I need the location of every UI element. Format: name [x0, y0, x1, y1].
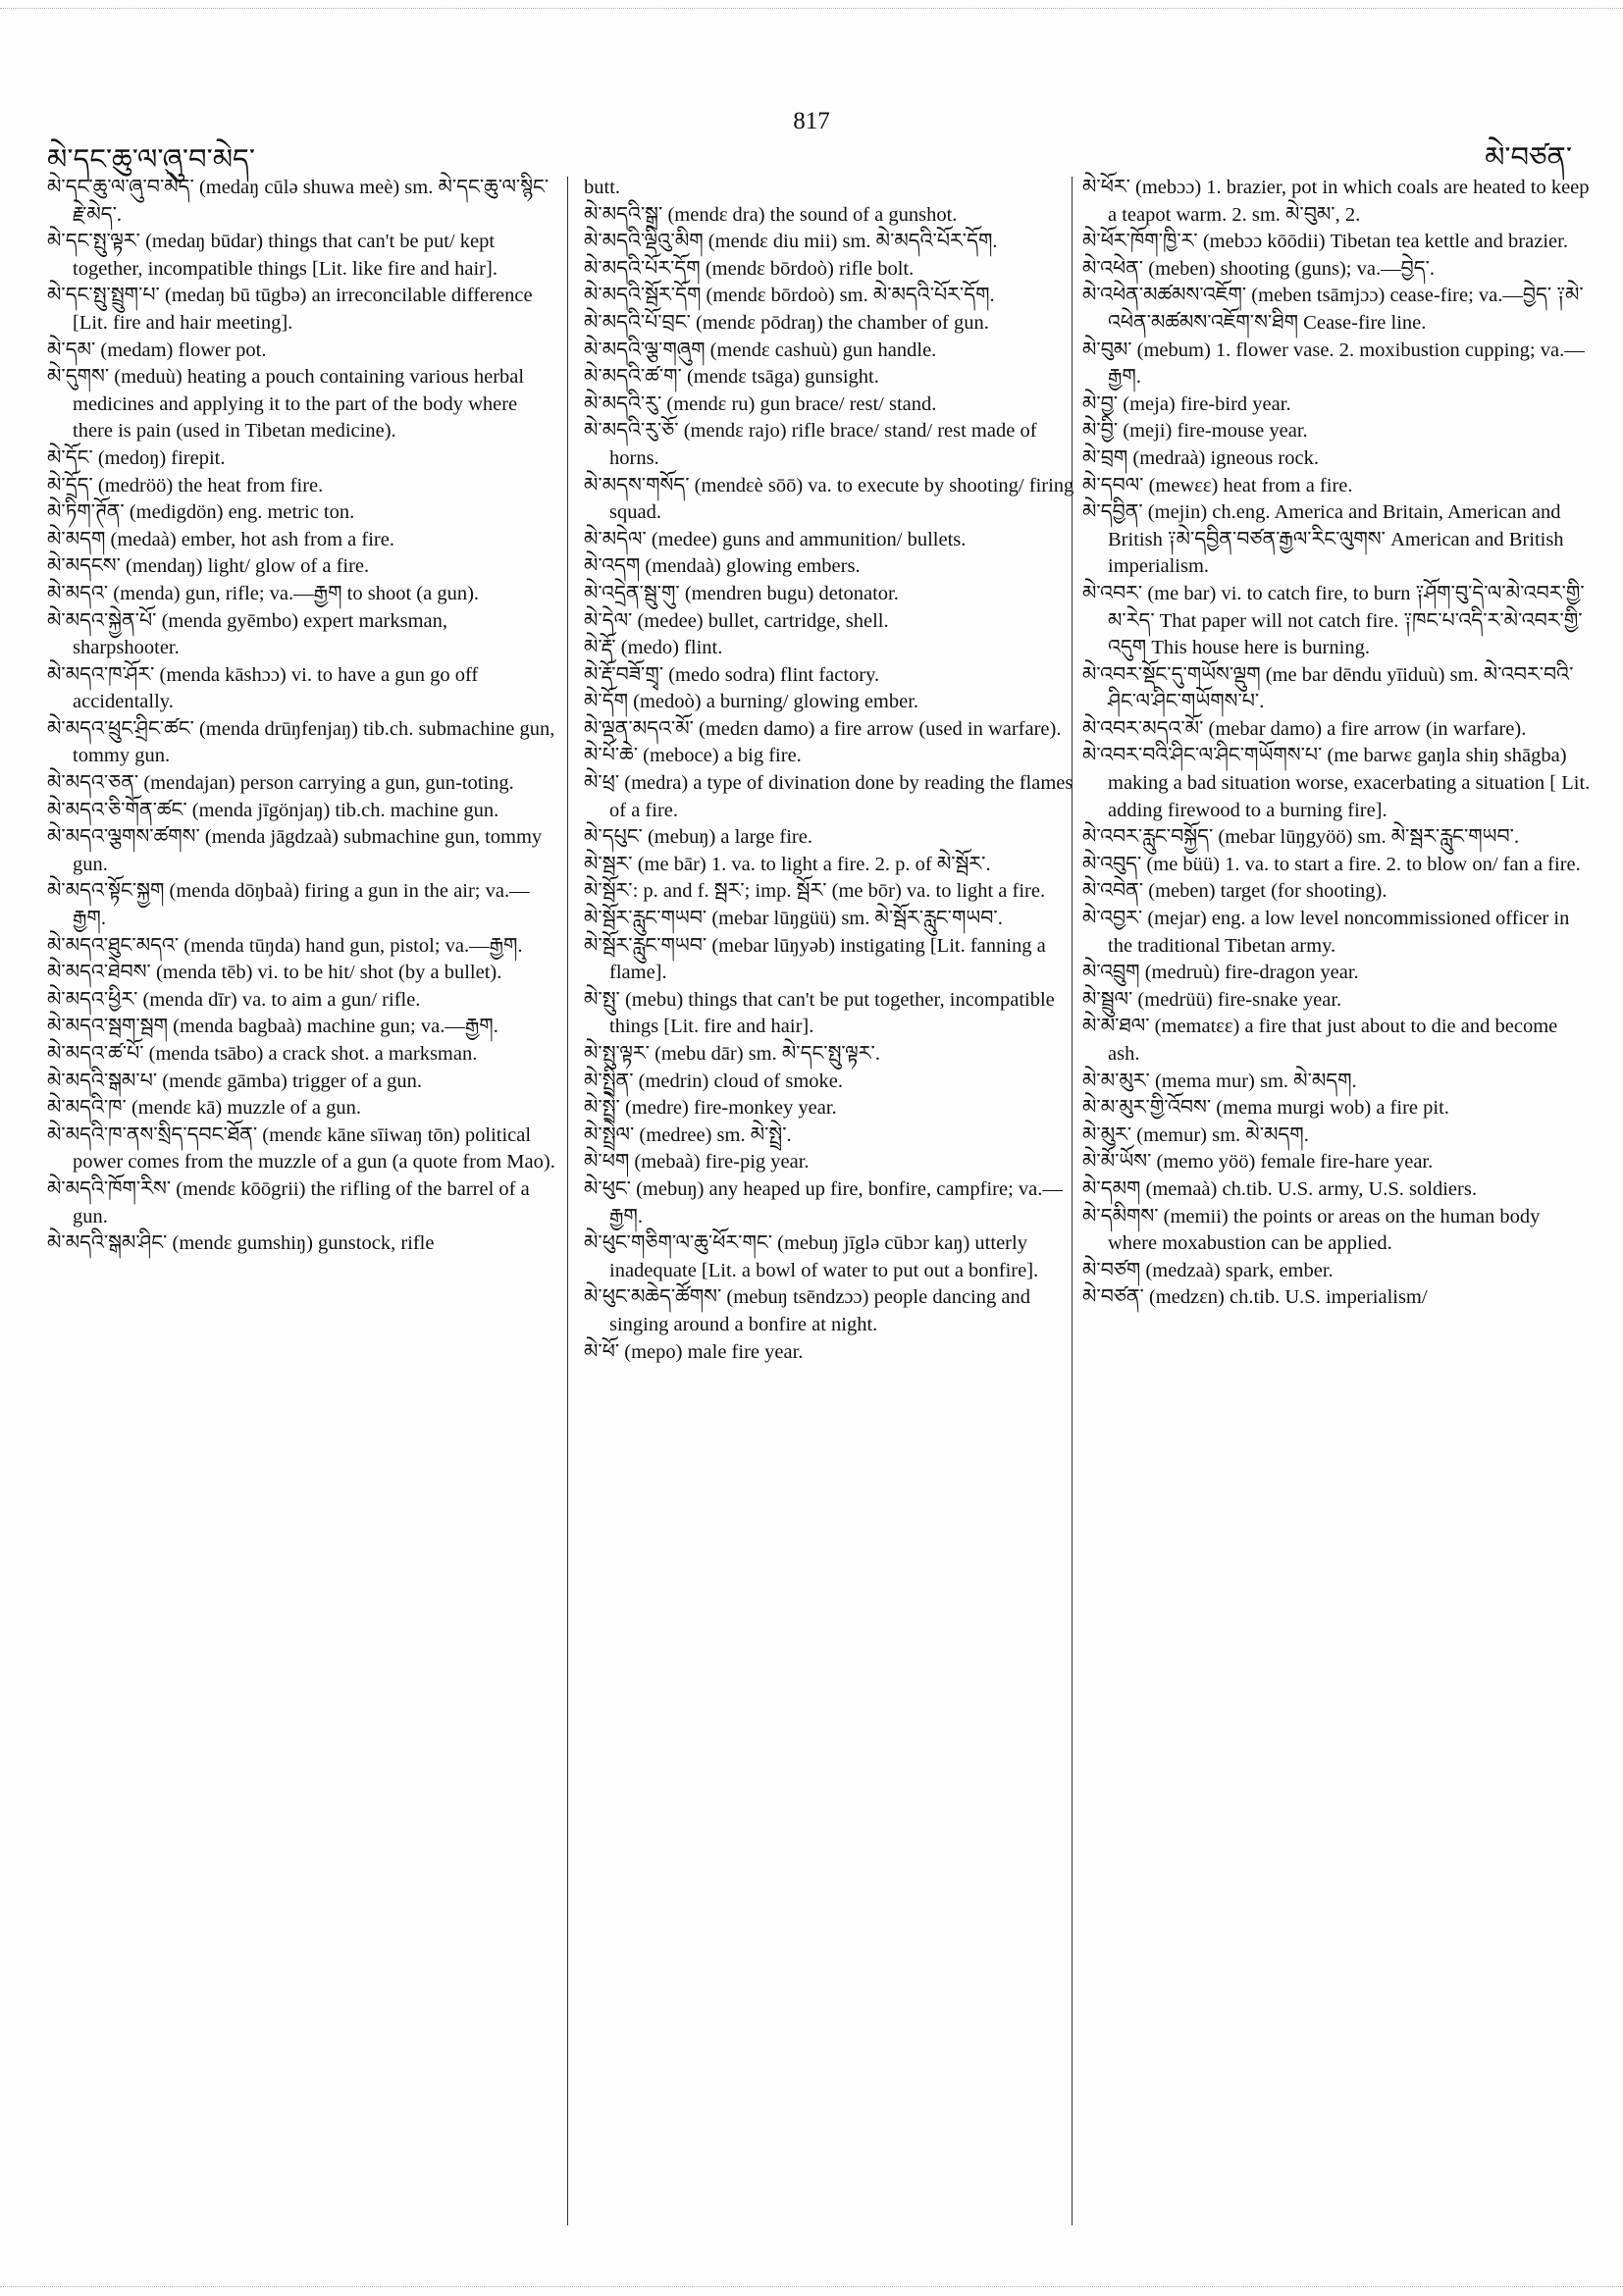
- dictionary-entry: མེ་མདའི་ཁ་ (mendɛ kā) muzzle of a gun.: [47, 1097, 361, 1120]
- dictionary-entry: མེ་མདའ་ཐེབས་ (menda tēb) vi. to be hit/ shot (by a bullet).: [47, 962, 502, 984]
- dictionary-entry: མེ་མདའི་ལྕ་གཞུག (mendɛ cashuù) gun handle.: [584, 339, 937, 361]
- dictionary-entry: མེ་འདྲེན་སྦུ་གུ་ (mendren bugu) detonator.: [584, 582, 899, 604]
- dictionary-entry: མེ་མདའི་རུ་ཅོ་ (mendɛ rajo) rifle brace/ stand/ rest made of horns.: [584, 420, 1037, 469]
- entry-column-1: [47, 175, 557, 1258]
- dictionary-entry: མེ་ཕག (mebaà) fire-pig year.: [584, 1151, 810, 1174]
- dictionary-entry: མེ་འབྲུག (medruù) fire-dragon year.: [1082, 962, 1359, 984]
- dictionary-entry: མེ་མདའ་ཐུང་མདའ་ (menda tūŋda) hand gun, pistol; va.—རྒྱག.: [47, 934, 523, 957]
- dictionary-entry: མེ་མདའ་ཅི་གོན་ཚང་ (menda jīgönjaŋ) tib.ch. machine gun.: [47, 799, 499, 821]
- dictionary-entry: མེ་བྱི་ (meji) fire-mouse year.: [1082, 420, 1308, 443]
- dictionary-entry: མེ་དང་སྤུ་ལྟར་ (medaŋ būdar) things that can't be put/ kept together, incompatible things [Lit. like fire and hair].: [47, 231, 497, 280]
- column-divider-2: [1072, 177, 1073, 2225]
- dictionary-entry: མེ་སྦྲུལ་ (medrüü) fire-snake year.: [1082, 988, 1342, 1011]
- dictionary-entry: མེ་མདའ་སྦག་སྦག (menda bagbaà) machine gun; va.—རྒྱག.: [47, 1016, 498, 1038]
- dictionary-entry: མེ་མདག (medaà) ember, hot ash from a fire.: [47, 528, 394, 550]
- dictionary-entry: མེ་དབྱིན་ (mejin) ch.eng. America and Britain, American and British ༑མེ་དབྱིན་བཙན་རྒྱལ་རིང་ལུགས་ American and British imperialism.: [1082, 501, 1564, 578]
- dictionary-entry: མེ་མ་ཐལ་ (mematɛɛ) a fire that just about to die and become ash.: [1082, 1016, 1558, 1065]
- dictionary-entry: མེ་སྤྲེ་ (medre) fire-monkey year.: [584, 1097, 837, 1120]
- dictionary-entry: མེ་མདའ་ཕྱིར་ (menda dīr) va. to aim a gun/ rifle.: [47, 988, 421, 1011]
- dictionary-entry: མེ་བཙན་ (medzɛn) ch.tib. U.S. imperialism/: [1082, 1286, 1428, 1309]
- dictionary-entry: མེ་མདའི་པོར་དོག (mendɛ bōrdoò) rifle bolt.: [584, 257, 915, 280]
- dictionary-entry: མེ་འབར་རླུང་བསྐྱོད་ (mebar lūŋgyöö) sm. མེ་སྦར་རླུང་གཡབ་.: [1082, 826, 1520, 849]
- dictionary-entry: མེ་མདེལ་ (medee) guns and ammunition/ bullets.: [584, 528, 967, 550]
- dictionary-entry: མེ་དང་སྤུ་སྤྲུག་པ་ (medaŋ bū tūgbə) an irreconcilable difference [Lit. fire and hair meeting].: [47, 285, 533, 334]
- dictionary-entry: མེ་ཕོར་ (mebɔɔ) 1. brazier, pot in which coals are heated to keep a teapot warm. 2. sm. མེ་བུམ་, 2.: [1082, 177, 1590, 226]
- dictionary-entry: མེ་རྡོ་བཟོ་གྲྭ་ (medo sodra) flint factory.: [584, 663, 880, 686]
- dictionary-entry: butt.: [584, 177, 621, 198]
- dictionary-entry: མེ་ཕོ་ (mepo) male fire year.: [584, 1340, 804, 1363]
- dictionary-entry: མེ་རྡོ་ (medo) flint.: [584, 637, 723, 659]
- dictionary-entry: མེ་དོང་ (medoŋ) firepit.: [47, 446, 226, 469]
- dictionary-entry: མེ་མདའི་ཚ་ག་ (mendɛ tsāga) gunsight.: [584, 366, 879, 389]
- page-number: 817: [793, 108, 830, 134]
- dictionary-entry: མེ་ཕྲ་ (medra) a type of divination done by reading the flames of a fire.: [584, 772, 1073, 821]
- dictionary-entry: མེ་སྤུ་ལྟར་ (mebu dār) sm. མེ་དང་སྤུ་ལྟར་.: [584, 1043, 880, 1065]
- dictionary-entry: མེ་པོ་ཆེ་ (meboce) a big fire.: [584, 745, 802, 767]
- dictionary-entry: མེ་མདའི་ཁ་ནས་སྲིད་དབང་ཐོན་ (mendɛ kāne sīiwaŋ tōn) political power comes from the muzzle of a gun (a quote from Mao).: [47, 1123, 555, 1174]
- dictionary-entry: མེ་ལྡན་མདའ་མོ་ (medɛn damo) a fire arrow (used in warfare).: [584, 717, 1062, 740]
- dictionary-entry: མེ་འདག (mendaà) glowing embers.: [584, 555, 861, 578]
- dictionary-entry: མེ་བཙག (medzaà) spark, ember.: [1082, 1259, 1334, 1281]
- dictionary-entry: མེ་ཕུང་མཆེད་ཚོགས་ (mebuŋ tsēndzɔɔ) people dancing and singing around a bonfire at night.: [584, 1286, 1030, 1335]
- dictionary-entry: མེ་དོག (medoò) a burning/ glowing ember.: [584, 691, 919, 713]
- left-running-head: མེ་དང་ཆུ་ལ་ཞུ་བ་མེད་: [47, 144, 255, 176]
- dictionary-entry: མེ་དང་ཆུ་ལ་ཞུ་བ་མེད་ (medaŋ cūlə shuwa meè) sm. མེ་དང་ཆུ་ལ་སྙིང་རྗེ་མེད་.: [47, 177, 550, 226]
- dictionary-entry: མེ་དབལ་ (mewɛɛ) heat from a fire.: [1082, 474, 1353, 496]
- dictionary-entry: མེ་མུར་ (memur) sm. མེ་མདག.: [1082, 1123, 1309, 1146]
- dictionary-entry: མེ་མདའི་སྒྲ་ (mendɛ dra) the sound of a gunshot.: [584, 203, 958, 226]
- dictionary-entry: མེ་སྤྲིན་ (medrin) cloud of smoke.: [584, 1070, 844, 1092]
- entry-column-3: [1082, 175, 1593, 1312]
- dictionary-entry: མེ་མདའི་རུ་ (mendɛ ru) gun brace/ rest/ stand.: [584, 392, 937, 415]
- dictionary-entry: མེ་མདའ་ཁ་ཤོར་ (menda kāshɔɔ) vi. to have a gun go off accidentally.: [47, 663, 479, 713]
- dictionary-entry: མེ་འབར་སྡོང་དུ་གཡོས་ལྡུག (me bar dēndu yīiduù) sm. མེ་འབར་བའི་ཤིང་ལ་ཤིང་གཡོགས་པ་.: [1082, 663, 1574, 713]
- dictionary-entry: མེ་དམག (memaà) ch.tib. U.S. army, U.S. soldiers.: [1082, 1177, 1477, 1200]
- dictionary-entry: མེ་འབུད་ (me büü) 1. va. to start a fire. 2. to blow on/ fan a fire.: [1082, 853, 1581, 875]
- dictionary-entry: མེ་སྦར་ (me bār) 1. va. to light a fire. 2. p. of མེ་སྦོར་.: [584, 853, 991, 875]
- dictionary-entry: མེ་འབེན་ (meben) target (for shooting).: [1082, 880, 1387, 903]
- dictionary-entry: མེ་མདའི་སྒམ་ཤིང་ (mendɛ gumshiŋ) gunstock, rifle: [47, 1232, 435, 1255]
- dictionary-entry: མེ་མདའ་སྟོང་སྐྱག (menda dōŋbaà) firing a gun in the air; va.—རྒྱག.: [47, 880, 530, 930]
- dictionary-entry: མེ་སྤྲེལ་ (medree) sm. མེ་སྤྲེ་.: [584, 1123, 792, 1146]
- scan-top-edge: [0, 8, 1623, 9]
- dictionary-entry: མེ་དཔུང་ (mebuŋ) a large fire.: [584, 826, 812, 849]
- dictionary-entry: མེ་མདས་གསོད་ (mendɛè sōō) va. to execute by shooting/ firing squad.: [584, 474, 1074, 524]
- dictionary-entry: མེ་དམིགས་ (memii) the points or areas on the human body where moxabustion can be applied.: [1082, 1205, 1541, 1255]
- dictionary-entry: མེ་མ་མུར་གྱི་འོབས་ (mema murgi wob) a fire pit.: [1082, 1097, 1449, 1120]
- dictionary-entry: མེ་མདའི་སྒམ་པ་ (mendɛ gāmba) trigger of a gun.: [47, 1070, 423, 1092]
- dictionary-entry: མེ་མདའི་སྦོར་དོག (mendɛ bōrdoò) sm. མེ་མདའི་པོར་དོག.: [584, 285, 995, 307]
- dictionary-entry: མེ་ཏིག་ཊོན་ (medigdön) eng. metric ton.: [47, 501, 355, 524]
- dictionary-entry: མེ་མ་མུར་ (mema mur) sm. མེ་མདག.: [1082, 1070, 1357, 1092]
- column-divider-1: [567, 177, 568, 2225]
- dictionary-entry: མེ་འཕེན་མཚམས་འཇོག་ (meben tsāmjɔɔ) cease-fire; va.—བྱེད་ ༑མེ་འཕེན་མཚམས་འཇོག་ས་ཐིག Cease-fire line.: [1082, 285, 1584, 334]
- dictionary-entry: མེ་མདའ་ཚ་པོ་ (menda tsābo) a crack shot. a marksman.: [47, 1043, 478, 1065]
- dictionary-entry: མེ་མོ་ཡོས་ (memo yöö) female fire-hare year.: [1082, 1151, 1434, 1174]
- dictionary-entry: མེ་མདའ་ཕྲུང་ཤྲིང་ཚང་ (menda drūŋfenjaŋ) tib.ch. submachine gun, tommy gun.: [47, 717, 555, 767]
- dictionary-entry: མེ་སྦོར་རླུང་གཡབ་ (mebar lūŋyəb) instigating [Lit. fanning a flame].: [584, 934, 1046, 984]
- dictionary-entry: མེ་མདའི་ལྡིའུ་མིག (mendɛ diu mii) sm. མེ་མདའི་པོར་དོག.: [584, 231, 998, 253]
- dictionary-entry: མེ་འབར་མདའ་མོ་ (mebar damo) a fire arrow (in warfare).: [1082, 717, 1527, 740]
- dictionary-entry: མེ་མདངས་ (mendaŋ) light/ glow of a fire.: [47, 555, 370, 578]
- dictionary-entry: མེ་དུགས་ (meduù) heating a pouch containing various herbal medicines and applying it to the part of the body where there is pain (used in Tibetan medicine).: [47, 366, 525, 443]
- dictionary-entry: མེ་འབྱར་ (mejar) eng. a low level noncommissioned officer in the traditional Tibetan army.: [1082, 908, 1570, 957]
- dictionary-entry: མེ་དམ་ (medam) flower pot.: [47, 339, 267, 361]
- dictionary-entry: མེ་དེལ་ (medee) bullet, cartridge, shell.: [584, 609, 889, 632]
- dictionary-entry: མེ་དྲོད་ (medröö) the heat from fire.: [47, 474, 324, 496]
- dictionary-entry: མེ་འབར་ (me bar) vi. to catch fire, to burn ༑ཤོག་བུ་དེ་ལ་མེ་འབར་གྱི་མ་རེད་ That paper will not catch fire. ༑ཁང་པ་འདི་ར་མེ་འབར་གྱི་འདུག This house here is burning.: [1082, 582, 1585, 659]
- dictionary-entry: མེ་བྲག (medraà) igneous rock.: [1082, 446, 1319, 469]
- right-running-head: མེ་བཙན་: [1485, 142, 1572, 174]
- dictionary-entry: མེ་སྦོར་: p. and f. སྦར་; imp. སྦོར་ (me bōr) va. to light a fire.: [584, 880, 1046, 903]
- dictionary-entry: མེ་བྱ་ (meja) fire-bird year.: [1082, 392, 1291, 415]
- dictionary-entry: མེ་མདའ་སྐྱེན་པོ་ (menda gyēmbo) expert marksman, sharpshooter.: [47, 609, 448, 659]
- dictionary-entry: མེ་སྦོར་རླུང་གཡབ་ (mebar lūŋgüü) sm. མེ་སྦོར་རླུང་གཡབ་.: [584, 908, 1003, 930]
- dictionary-entry: མེ་སྤུ་ (mebu) things that can't be put together, incompatible things [Lit. fire and hair].: [584, 988, 1055, 1038]
- dictionary-entry: མེ་ཕུང་ (mebuŋ) any heaped up fire, bonfire, campfire; va.—རྒྱག.: [584, 1177, 1063, 1227]
- dictionary-entry: མེ་མདའ་ལྕགས་ཚགས་ (menda jāgdzaà) submachine gun, tommy gun.: [47, 826, 543, 875]
- scan-bottom-edge: [0, 2286, 1623, 2287]
- dictionary-entry: མེ་འབར་བའི་ཤིང་ལ་ཤིང་གཡོགས་པ་ (me barwɛ gaŋla shiŋ shāgba) making a bad situation worse, exacerbating a situation [ Lit. adding firewood to a burning fire].: [1082, 745, 1591, 821]
- dictionary-entry: མེ་འཕེན་ (meben) shooting (guns); va.—བྱེད་.: [1082, 257, 1436, 280]
- dictionary-entry: མེ་ཕུང་གཅིག་ལ་ཆུ་ཕོར་གང་ (mebuŋ jīglə cūbɔr kaŋ) utterly inadequate [Lit. a bowl of water to put out a bonfire].: [584, 1232, 1039, 1281]
- dictionary-entry: མེ་མདའི་པོ་བྲང་ (mendɛ pōdraŋ) the chamber of gun.: [584, 311, 989, 334]
- dictionary-entry: མེ་ཕོར་ཁོག་ཁྱི་ར་ (mebɔɔ kōōdii) Tibetan tea kettle and brazier.: [1082, 231, 1568, 253]
- entry-column-2: [584, 175, 1074, 1366]
- dictionary-entry: མེ་མདའ་ཅན་ (mendajan) person carrying a gun, gun-toting.: [47, 772, 514, 795]
- dictionary-entry: མེ་བུམ་ (mebum) 1. flower vase. 2. moxibustion cupping; va.—རྒྱག.: [1082, 339, 1585, 389]
- dictionary-entry: མེ་མདའི་ཁོག་རིས་ (mendɛ kōōgrii) the rifling of the barrel of a gun.: [47, 1177, 530, 1227]
- dictionary-entry: མེ་མདའ་ (menda) gun, rifle; va.—རྒྱག to shoot (a gun).: [47, 582, 480, 604]
